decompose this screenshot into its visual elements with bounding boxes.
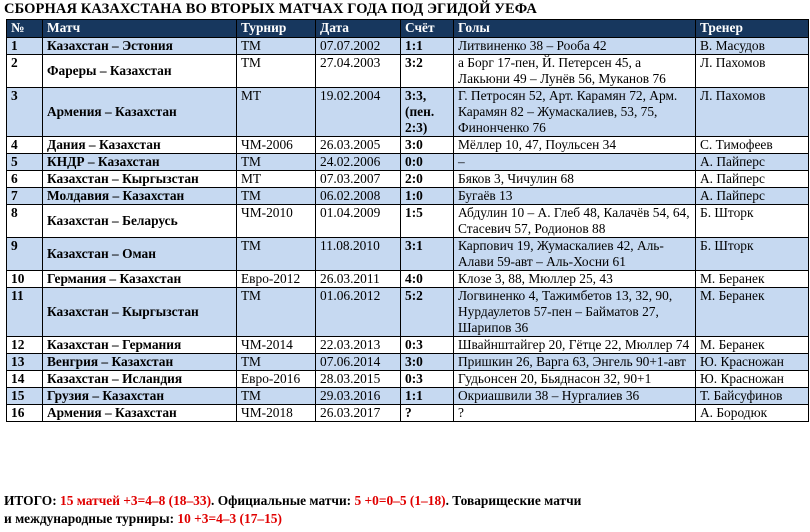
match-score: ? (401, 405, 454, 422)
col-header-number: № (7, 20, 43, 38)
match-score: 2:0 (401, 171, 454, 188)
row-number: 2 (7, 55, 43, 88)
match-date: 29.03.2016 (316, 388, 401, 405)
tournament: ЧМ-2018 (237, 405, 316, 422)
match-date: 01.06.2012 (316, 288, 401, 337)
coach-name: А. Пайперс (696, 154, 809, 171)
match-score: 1:1 (401, 38, 454, 55)
match-date: 27.04.2003 (316, 55, 401, 88)
goal-scorers: Бугаёв 13 (454, 188, 696, 205)
tournament: ЧМ-2010 (237, 205, 316, 238)
coach-name: Л. Пахомов (696, 55, 809, 88)
table-row (7, 238, 809, 271)
table-body (7, 38, 809, 422)
summary-label: ИТОГО: (4, 493, 60, 508)
match-score: 3:0 (401, 137, 454, 154)
table-row (7, 171, 809, 188)
match-name: Армения – Казахстан (43, 88, 237, 137)
match-score: 0:3 (401, 371, 454, 388)
match-score: 5:2 (401, 288, 454, 337)
table-row (7, 388, 809, 405)
row-number: 15 (7, 388, 43, 405)
goal-scorers: Мёллер 10, 47, Поульсен 34 (454, 137, 696, 154)
match-name: Казахстан – Оман (43, 238, 237, 271)
col-header-score: Счёт (401, 20, 454, 38)
table-row (7, 55, 809, 88)
match-name: Армения – Казахстан (43, 405, 237, 422)
match-date: 26.03.2011 (316, 271, 401, 288)
goal-scorers: Клозе 3, 88, Мюллер 25, 43 (454, 271, 696, 288)
tournament: ТМ (237, 288, 316, 337)
match-name: Казахстан – Исландия (43, 371, 237, 388)
coach-name: Б. Шторк (696, 238, 809, 271)
row-number: 13 (7, 354, 43, 371)
table-row (7, 271, 809, 288)
document-title: СБОРНАЯ КАЗАХСТАНА ВО ВТОРЫХ МАТЧАХ ГОДА ПОД ЭГИДОЙ УЕФА (4, 1, 537, 17)
tournament: ТМ (237, 38, 316, 55)
match-name: Дания – Казахстан (43, 137, 237, 154)
table-row (7, 38, 809, 55)
goal-scorers: Карпович 19, Жумаскалиев 42, Аль-Алави 59-авт – Аль-Хосни 61 (454, 238, 696, 271)
match-date: 07.03.2007 (316, 171, 401, 188)
match-date: 07.06.2014 (316, 354, 401, 371)
coach-name: Ю. Красножан (696, 354, 809, 371)
tournament: ЧМ-2006 (237, 137, 316, 154)
summary-tournaments-label: и международные турниры: (4, 511, 178, 526)
goal-scorers: Окриашвили 38 – Нургалиев 36 (454, 388, 696, 405)
match-date: 11.08.2010 (316, 238, 401, 271)
col-header-date: Дата (316, 20, 401, 38)
match-score: 3:1 (401, 238, 454, 271)
col-header-coach: Тренер (696, 20, 809, 38)
summary-official: 5 +0=0–5 (1–18) (354, 493, 446, 508)
coach-name: В. Масудов (696, 38, 809, 55)
row-number: 11 (7, 288, 43, 337)
summary-total: 15 матчей +3=4–8 (18–33) (60, 493, 212, 508)
table-row (7, 405, 809, 422)
tournament: ТМ (237, 55, 316, 88)
goal-scorers: Абдулин 10 – А. Глеб 48, Калачёв 54, 64, Стасевич 57, Родионов 88 (454, 205, 696, 238)
goal-scorers: Бяков 3, Чичулин 68 (454, 171, 696, 188)
match-score: 1:1 (401, 388, 454, 405)
row-number: 12 (7, 337, 43, 354)
tournament: ТМ (237, 354, 316, 371)
match-name: Молдавия – Казахстан (43, 188, 237, 205)
coach-name: М. Беранек (696, 288, 809, 337)
coach-name: А. Пайперс (696, 171, 809, 188)
coach-name: С. Тимофеев (696, 137, 809, 154)
table-row (7, 288, 809, 337)
match-name: Казахстан – Германия (43, 337, 237, 354)
match-date: 07.07.2002 (316, 38, 401, 55)
match-name: Казахстан – Эстония (43, 38, 237, 55)
match-score: 4:0 (401, 271, 454, 288)
row-number: 8 (7, 205, 43, 238)
match-name: Грузия – Казахстан (43, 388, 237, 405)
coach-name: А. Бородюк (696, 405, 809, 422)
table-row (7, 205, 809, 238)
match-score: 1:0 (401, 188, 454, 205)
match-date: 26.03.2017 (316, 405, 401, 422)
match-score: 3:2 (401, 55, 454, 88)
goal-scorers: а Борг 17-пен, Й. Петерсен 45, а Лакьюни 49 – Лунёв 56, Муканов 76 (454, 55, 696, 88)
match-date: 19.02.2004 (316, 88, 401, 137)
table-row (7, 188, 809, 205)
match-score: 1:5 (401, 205, 454, 238)
coach-name: Ю. Красножан (696, 371, 809, 388)
table-row (7, 337, 809, 354)
match-date: 22.03.2013 (316, 337, 401, 354)
row-number: 6 (7, 171, 43, 188)
match-score: 3:0 (401, 354, 454, 371)
match-date: 24.02.2006 (316, 154, 401, 171)
summary-line-1 (4, 492, 581, 510)
goal-scorers: Гудьонсен 20, Бьяднасон 32, 90+1 (454, 371, 696, 388)
match-name: Казахстан – Кыргызстан (43, 171, 237, 188)
row-number: 16 (7, 405, 43, 422)
tournament: ТМ (237, 388, 316, 405)
coach-name: Л. Пахомов (696, 88, 809, 137)
row-number: 5 (7, 154, 43, 171)
match-name: Германия – Казахстан (43, 271, 237, 288)
match-date: 28.03.2015 (316, 371, 401, 388)
goal-scorers: Логвиненко 4, Тажимбетов 13, 32, 90, Нурдаулетов 57-пен – Байматов 27, Шарипов 36 (454, 288, 696, 337)
goal-scorers: ? (454, 405, 696, 422)
summary-friendly: 10 +3=4–3 (17–15) (177, 511, 282, 526)
table-row (7, 371, 809, 388)
col-header-tournament: Турнир (237, 20, 316, 38)
match-score: 0:0 (401, 154, 454, 171)
tournament: МТ (237, 88, 316, 137)
match-name: Фареры – Казахстан (43, 55, 237, 88)
table-header-row (7, 20, 809, 38)
table-row (7, 88, 809, 137)
goal-scorers: Швайнштайгер 20, Гётце 22, Мюллер 74 (454, 337, 696, 354)
row-number: 14 (7, 371, 43, 388)
match-date: 01.04.2009 (316, 205, 401, 238)
tournament: Евро-2012 (237, 271, 316, 288)
tournament: ТМ (237, 188, 316, 205)
row-number: 1 (7, 38, 43, 55)
match-score: 3:3, (пен. 2:3) (401, 88, 454, 137)
row-number: 7 (7, 188, 43, 205)
match-name: Венгрия – Казахстан (43, 354, 237, 371)
match-name: Казахстан – Кыргызстан (43, 288, 237, 337)
summary-footer (4, 492, 581, 528)
goal-scorers: Литвиненко 38 – Рооба 42 (454, 38, 696, 55)
table-row (7, 137, 809, 154)
summary-official-label: . Официальные матчи: (211, 493, 355, 508)
coach-name: М. Беранек (696, 271, 809, 288)
coach-name: Т. Байсуфинов (696, 388, 809, 405)
goal-scorers: Пришкин 26, Варга 63, Энгель 90+1-авт (454, 354, 696, 371)
tournament: ТМ (237, 154, 316, 171)
match-score: 0:3 (401, 337, 454, 354)
summary-friendly-label: . Товарищеские матчи (445, 493, 582, 508)
summary-line-2 (4, 510, 581, 528)
col-header-goals: Голы (454, 20, 696, 38)
row-number: 10 (7, 271, 43, 288)
coach-name: М. Беранек (696, 337, 809, 354)
tournament: МТ (237, 171, 316, 188)
row-number: 3 (7, 88, 43, 137)
matches-table (6, 19, 809, 422)
match-date: 06.02.2008 (316, 188, 401, 205)
tournament: ТМ (237, 238, 316, 271)
goal-scorers: – (454, 154, 696, 171)
tournament: Евро-2016 (237, 371, 316, 388)
match-name: КНДР – Казахстан (43, 154, 237, 171)
match-name: Казахстан – Беларусь (43, 205, 237, 238)
match-date: 26.03.2005 (316, 137, 401, 154)
coach-name: Б. Шторк (696, 205, 809, 238)
goal-scorers: Г. Петросян 52, Арт. Карамян 72, Арм. Карамян 82 – Жумаскалиев, 53, 75, Финонченко 76 (454, 88, 696, 137)
col-header-match: Матч (43, 20, 237, 38)
row-number: 9 (7, 238, 43, 271)
row-number: 4 (7, 137, 43, 154)
tournament: ЧМ-2014 (237, 337, 316, 354)
table-row (7, 354, 809, 371)
table-row (7, 154, 809, 171)
coach-name: А. Пайперс (696, 188, 809, 205)
